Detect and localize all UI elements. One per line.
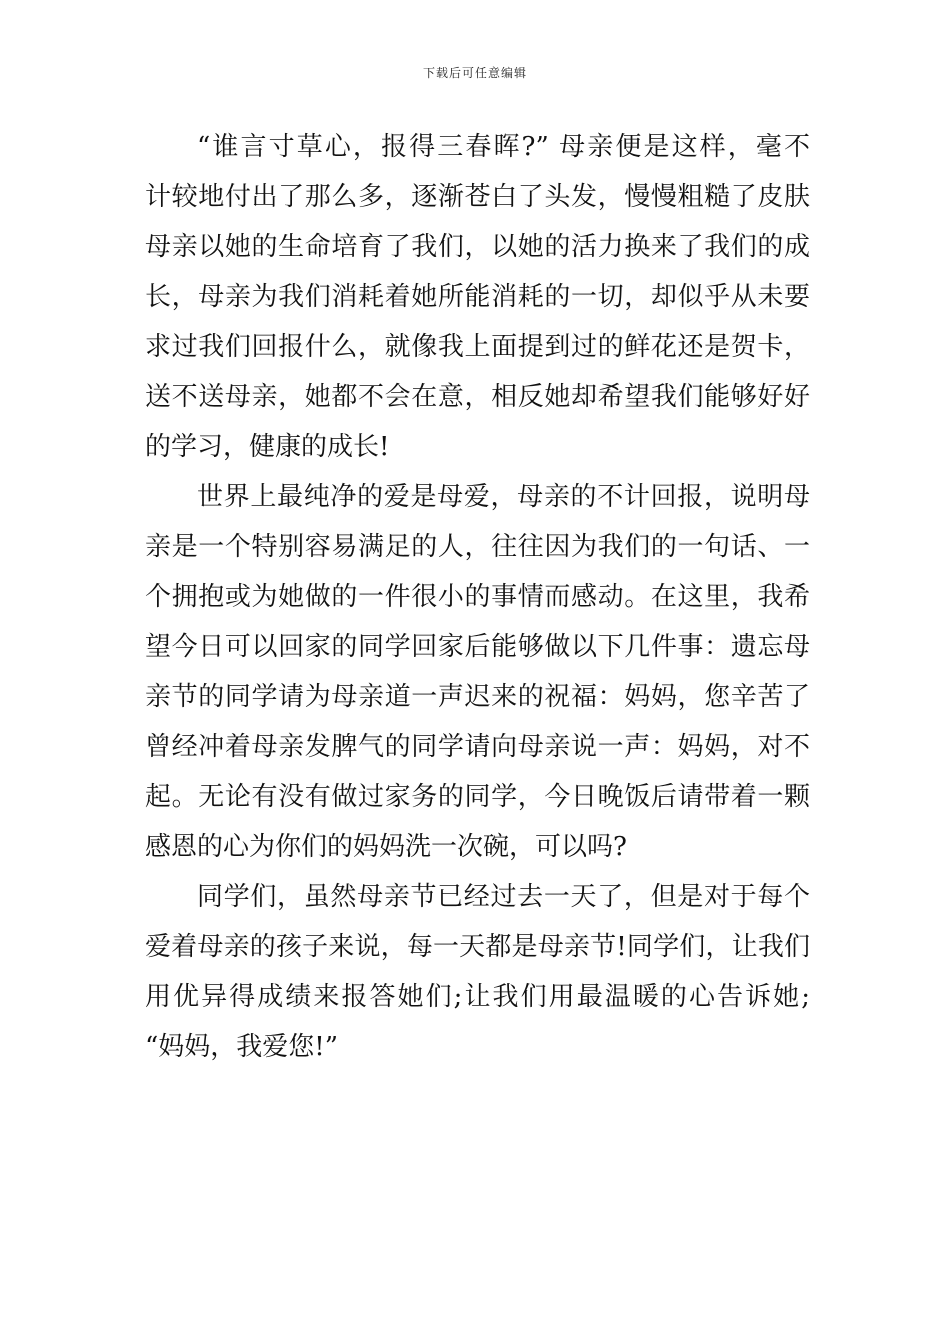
paragraph-3 <box>145 872 810 1072</box>
text-line: 母亲以她的生命培育了我们，以她的活力换来了我们的成 <box>145 232 810 262</box>
text-line: 亲是一个特别容易满足的人，往往因为我们的一句话、一 <box>145 532 810 562</box>
paragraph-1 <box>145 122 810 472</box>
document-body <box>145 122 810 1072</box>
text-line: 个拥抱或为她做的一件很小的事情而感动。在这里，我希 <box>145 582 810 612</box>
text-line: 亲节的同学请为母亲道一声迟来的祝福：妈妈，您辛苦了 <box>145 682 810 712</box>
text-line: 用优异得成绩来报答她们;让我们用最温暖的心告诉她; <box>145 982 810 1012</box>
text-line: “谁言寸草心，报得三春晖?” 母亲便是这样，毫不 <box>197 132 810 162</box>
page-header: 下载后可任意编辑 <box>422 66 527 80</box>
paragraph-2 <box>145 472 810 872</box>
text-line: 求过我们回报什么，就像我上面提到过的鲜花还是贺卡， <box>145 332 810 362</box>
text-line: 长，母亲为我们消耗着她所能消耗的一切，却似乎从未要 <box>145 282 810 312</box>
text-line: 曾经冲着母亲发脾气的同学请向母亲说一声：妈妈，对不 <box>145 732 810 762</box>
text-line: 感恩的心为你们的妈妈洗一次碗，可以吗? <box>145 832 627 862</box>
text-line: 同学们，虽然母亲节已经过去一天了，但是对于每个 <box>197 882 810 912</box>
text-line: 的学习，健康的成长! <box>145 432 390 462</box>
text-line: 世界上最纯净的爱是母爱，母亲的不计回报，说明母 <box>197 482 810 512</box>
text-line: 起。无论有没有做过家务的同学，今日晚饭后请带着一颗 <box>145 782 810 812</box>
text-line: 送不送母亲，她都不会在意，相反她却希望我们能够好好 <box>145 382 810 412</box>
text-line: 爱着母亲的孩子来说，每一天都是母亲节!同学们，让我们 <box>145 932 810 962</box>
text-line: 计较地付出了那么多，逐渐苍白了头发，慢慢粗糙了皮肤 <box>145 182 810 212</box>
text-line: 望今日可以回家的同学回家后能够做以下几件事：遗忘母 <box>145 632 810 662</box>
text-line: “妈妈，我爱您!” <box>145 1032 339 1062</box>
